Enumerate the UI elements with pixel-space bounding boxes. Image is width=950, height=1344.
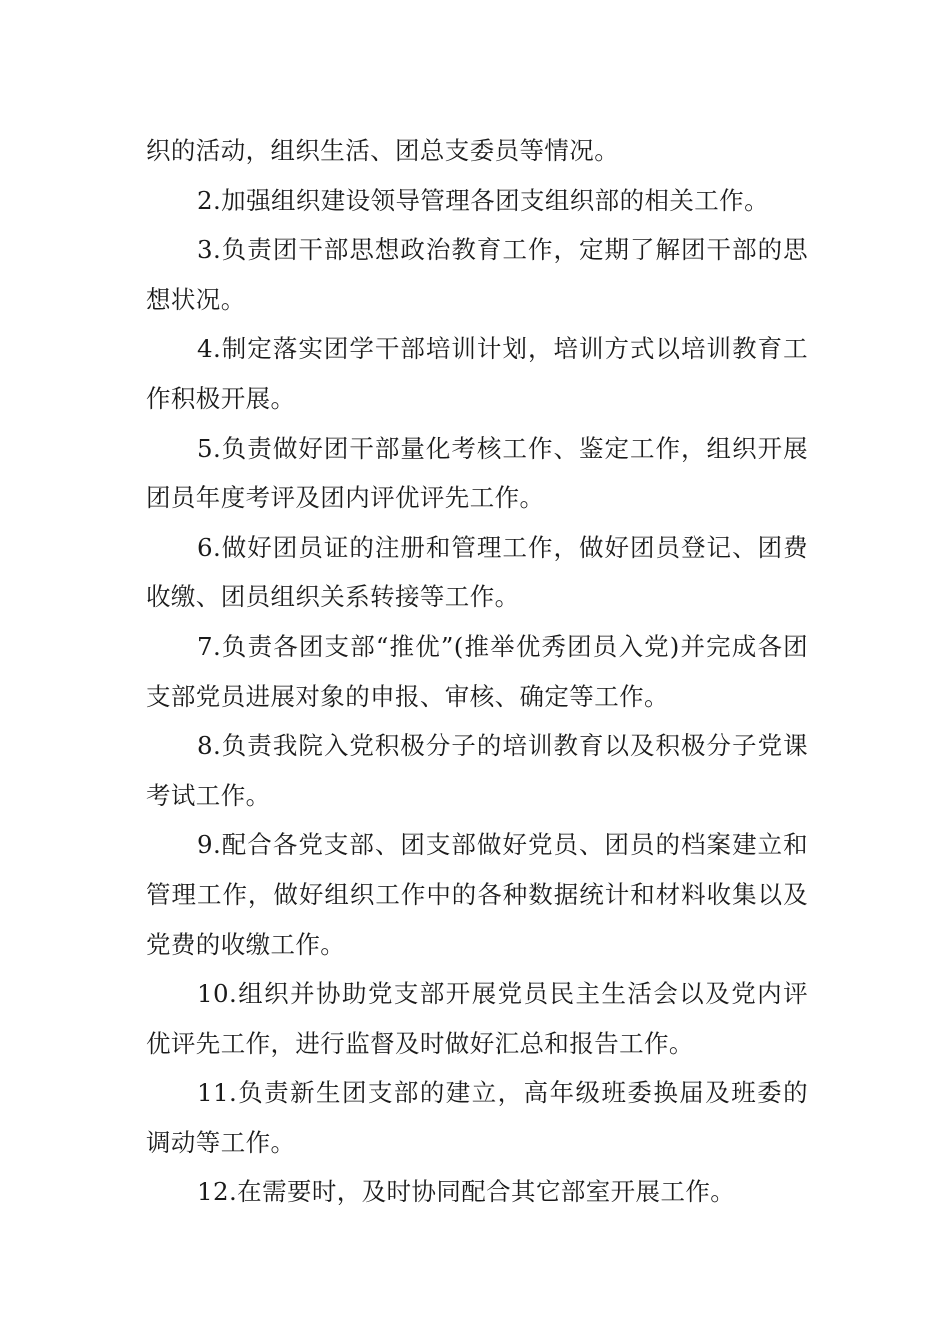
paragraph-item-8: 8.负责我院入党积极分子的培训教育以及积极分子党课考试工作。: [146, 731, 808, 810]
paragraph-item-6: 6.做好团员证的注册和管理工作，做好团员登记、团费收缴、团员组织关系转接等工作。: [146, 532, 808, 612]
paragraph-continuation: 织的活动，组织生活、团总支委员等情况。: [146, 136, 620, 165]
paragraph-item-12: 12.在需要时，及时协同配合其它部室开展工作。: [197, 1177, 736, 1207]
paragraph-item-4: 4.制定落实团学干部培训计划，培训方式以培训教育工作积极开展。: [146, 334, 808, 413]
paragraph-item-5: 5.负责做好团干部量化考核工作、鉴定工作，组织开展团员年度考评及团内评优评先工作。: [146, 433, 808, 513]
paragraph-item-7: 7.负责各团支部“推优”(推举优秀团员入党)并完成各团支部党员进展对象的申报、审核、确定等工作。: [146, 631, 808, 711]
paragraph-item-2: 2.加强组织建设领导管理各团支组织部的相关工作。: [197, 185, 769, 215]
paragraph-item-9: 9.配合各党支部、团支部做好党员、团员的档案建立和管理工作，做好组织工作中的各种数据统计和材料收集以及党费的收缴工作。: [146, 830, 808, 959]
paragraph-item-3: 3.负责团干部思想政治教育工作，定期了解团干部的思想状况。: [146, 235, 808, 314]
paragraph-item-11: 11.负责新生团支部的建立，高年级班委换届及班委的调动等工作。: [146, 1078, 808, 1157]
document-body: [146, 126, 808, 1217]
paragraph-item-10: 10.组织并协助党支部开展党员民主生活会以及党内评优评先工作，进行监督及时做好汇总和报告工作。: [146, 979, 808, 1058]
